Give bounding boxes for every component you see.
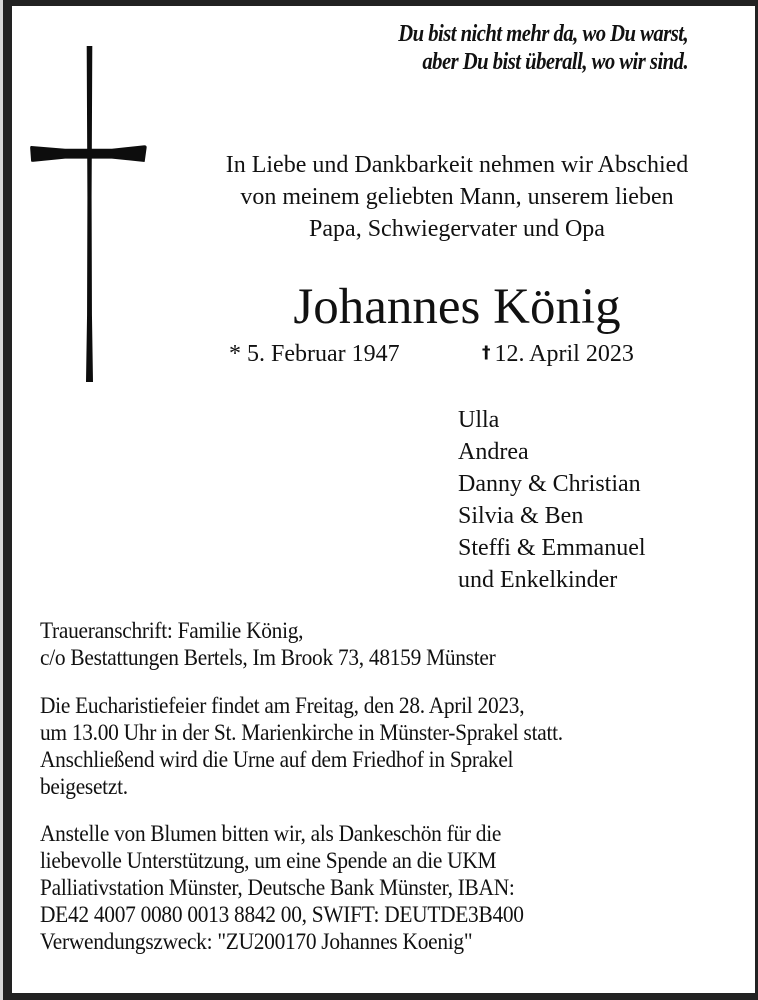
obituary-notice (12, 6, 755, 993)
quote-line: Du bist nicht mehr da, wo Du warst, (398, 21, 688, 47)
service-line: um 13.00 Uhr in der St. Marienkirche in Münster-Sprakel statt. (40, 720, 563, 745)
family-member: Andrea (458, 439, 529, 465)
service-info (40, 692, 563, 800)
farewell-text (172, 149, 742, 245)
donation-line: DE42 4007 0080 0013 8842 00, SWIFT: DEUTDE3B400 (40, 902, 524, 927)
address-line: c/o Bestattungen Bertels, Im Brook 73, 48159 Münster (40, 645, 496, 670)
family-member: Ulla (458, 407, 500, 433)
donation-line: Verwendungszweck: "ZU200170 Johannes Koenig" (40, 929, 473, 954)
farewell-line: von meinem geliebten Mann, unserem lieben (240, 184, 674, 210)
mourning-address (40, 617, 495, 671)
quote-line: aber Du bist überall, wo wir sind. (422, 49, 688, 75)
farewell-line: Papa, Schwiegervater und Opa (309, 216, 605, 242)
family-member: Danny & Christian (458, 471, 641, 497)
birth-date: * 5. Februar 1947 (229, 341, 400, 367)
family-members (458, 404, 646, 596)
donation-info (40, 820, 524, 955)
service-line: Die Eucharistiefeier findet am Freitag, den 28. April 2023, (40, 693, 525, 718)
family-member: und Enkelkinder (458, 567, 618, 593)
service-line: beigesetzt. (40, 774, 128, 799)
donation-line: liebevolle Unterstützung, um eine Spende an die UKM (40, 848, 497, 873)
farewell-line: In Liebe und Dankbarkeit nehmen wir Abschied (225, 152, 689, 178)
notice-border (3, 0, 758, 1000)
donation-line: Anstelle von Blumen bitten wir, als Dankeschön für die (40, 821, 502, 846)
deceased-name: Johannes König (293, 279, 621, 335)
death-date-line (482, 339, 634, 371)
family-member: Silvia & Ben (458, 503, 584, 529)
dagger-icon: † (482, 343, 491, 363)
family-member: Steffi & Emmanuel (458, 535, 646, 561)
memorial-quote (398, 20, 688, 76)
address-line: Traueranschrift: Familie König, (40, 618, 304, 643)
donation-line: Palliativstation Münster, Deutsche Bank Münster, IBAN: (40, 875, 515, 900)
death-date: 12. April 2023 (494, 341, 634, 367)
service-line: Anschließend wird die Urne auf dem Friedhof in Sprakel (40, 747, 514, 772)
cross-vertical-beam (86, 46, 93, 382)
